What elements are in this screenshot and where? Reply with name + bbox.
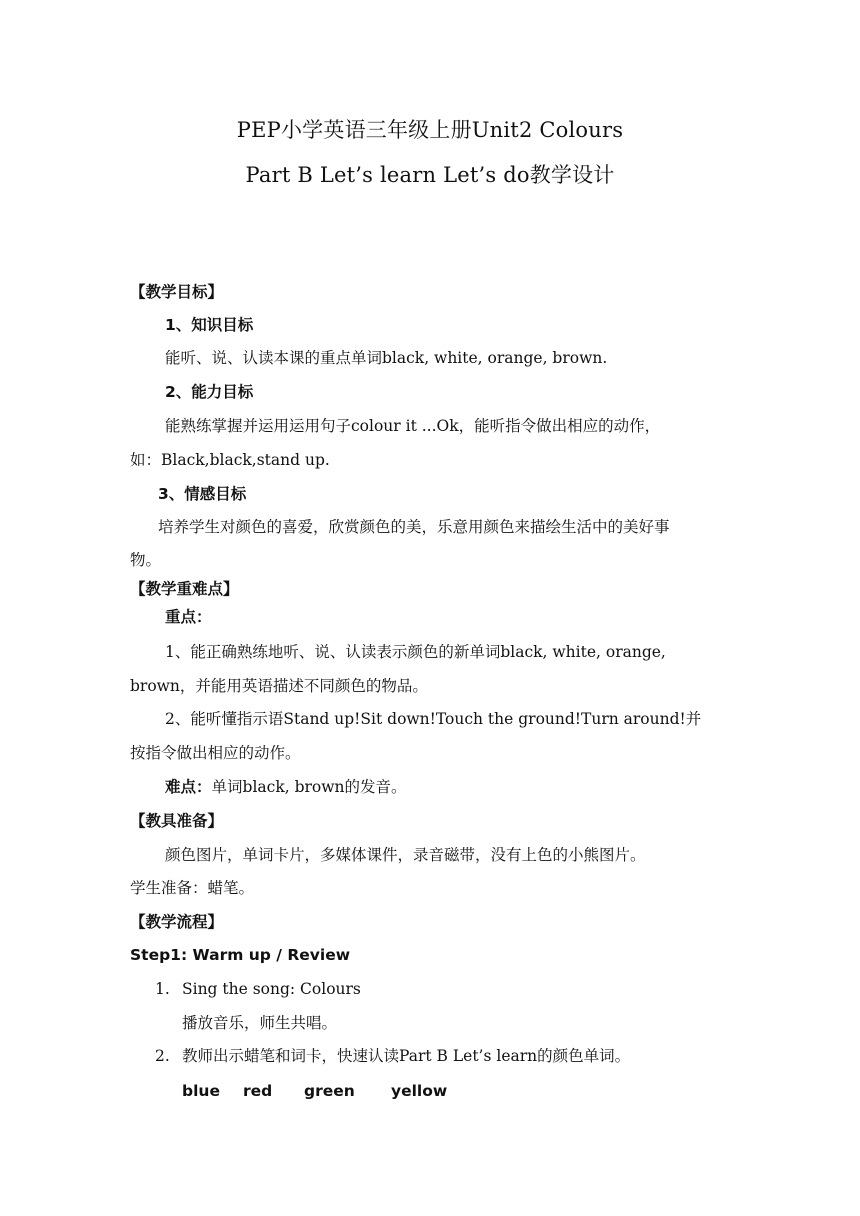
- step1-title: Step1: Warm up / Review: [130, 946, 351, 964]
- difficulty-line: [165, 776, 406, 798]
- section-heading-process: 【教学流程】: [130, 913, 224, 931]
- document-title-line1: PEP小学英语三年级上册Unit2 Colours: [236, 118, 624, 142]
- ability-goal-text-1: 能熟练掌握并运用运用句子colour it ...Ok，能听指令做出相应的动作，: [165, 417, 661, 435]
- process-item-2-number: 2.: [155, 1047, 170, 1065]
- color-word-blue: blue: [182, 1082, 220, 1100]
- key-point-1a: 1、能正确熟练地听、说、认读表示颜色的新单词black, white, orange,: [165, 643, 666, 661]
- knowledge-goal-title: 1、知识目标: [165, 316, 254, 334]
- materials-text-1: 颜色图片，单词卡片，多媒体课件，录音磁带，没有上色的小熊图片。: [165, 846, 646, 864]
- focus-label: 重点：: [165, 608, 212, 626]
- color-word-green: green: [304, 1082, 355, 1100]
- process-item-1-sub: 播放音乐，师生共唱。: [182, 1014, 338, 1032]
- difficulty-label: 难点：: [165, 778, 212, 796]
- section-heading-goals: 【教学目标】: [130, 283, 224, 301]
- process-item-2-text: 教师出示蜡笔和词卡，快速认读Part B Let’s learn的颜色单词。: [182, 1047, 631, 1065]
- color-words-row: [182, 1080, 447, 1102]
- ability-goal-text-2: 如：Black,black,stand up.: [130, 451, 330, 469]
- key-point-2a: 2、能听懂指示语Stand up!Sit down!Touch the ground!Turn around!并: [165, 710, 702, 728]
- ability-goal-title: 2、能力目标: [165, 383, 254, 401]
- color-word-red: red: [243, 1082, 273, 1100]
- section-heading-materials: 【教具准备】: [130, 812, 224, 830]
- emotion-goal-text-1: 培养学生对颜色的喜爱，欣赏颜色的美，乐意用颜色来描绘生活中的美好事: [158, 518, 670, 536]
- key-point-2b: 按指令做出相应的动作。: [130, 744, 301, 762]
- document-title-line2: Part B Let’s learn Let’s do教学设计: [245, 163, 615, 187]
- key-point-1b: brown，并能用英语描述不同颜色的物品。: [130, 677, 428, 695]
- process-item-1-number: 1.: [155, 980, 170, 998]
- emotion-goal-title: 3、情感目标: [158, 485, 247, 503]
- knowledge-goal-text: 能听、说、认读本课的重点单词black, white, orange, brown.: [165, 349, 608, 367]
- process-item-1-text: Sing the song: Colours: [182, 980, 361, 998]
- emotion-goal-text-2: 物。: [130, 551, 162, 569]
- section-heading-key-points: 【教学重难点】: [130, 580, 239, 598]
- materials-text-2: 学生准备：蜡笔。: [130, 879, 255, 897]
- difficulty-text: 单词black, brown的发音。: [211, 778, 407, 796]
- color-word-yellow: yellow: [391, 1082, 448, 1100]
